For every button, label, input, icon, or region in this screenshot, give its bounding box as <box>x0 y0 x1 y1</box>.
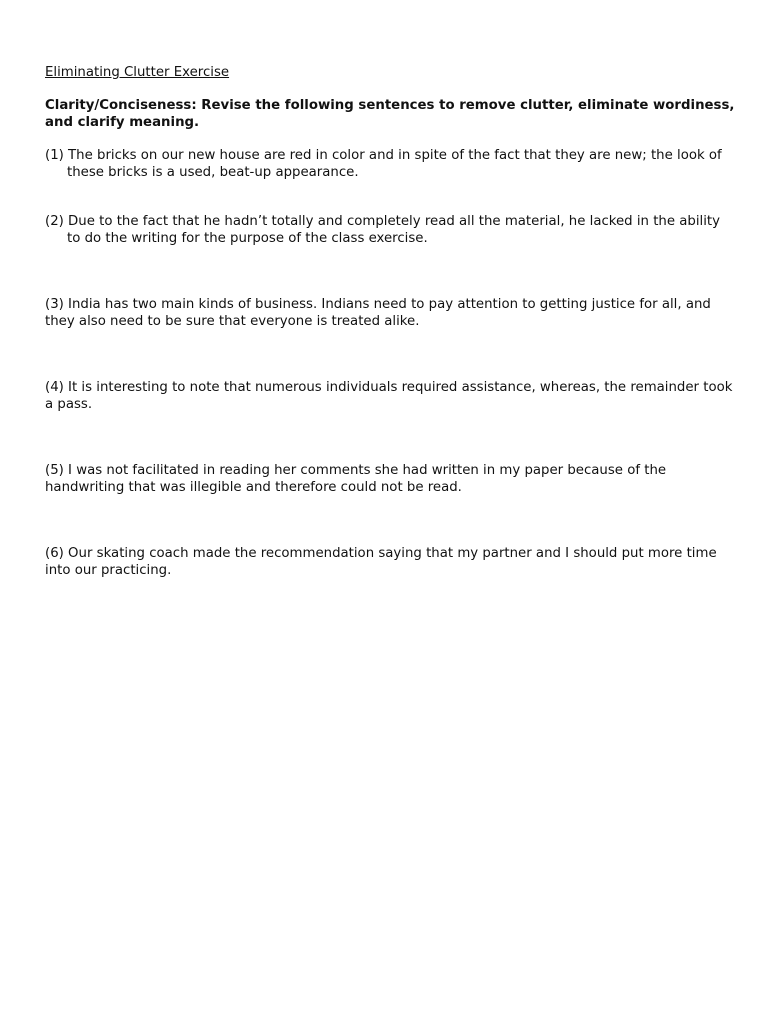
document-page <box>45 64 735 579</box>
exercise-sentence-5: (5) I was not facilitated in reading her comments she had written in my paper because of the handwriting that was illegible and therefore could not be read. <box>45 463 667 495</box>
exercise-sentence-1: (1) The bricks on our new house are red in color and in spite of the fact that they are new; the look of these bricks is a used, beat-up appearance. <box>45 148 722 180</box>
exercise-sentence-2: (2) Due to the fact that he hadn’t totally and completely read all the material, he lacked in the ability to do the writing for the purpose of the class exercise. <box>45 214 720 246</box>
exercise-sentence-6: (6) Our skating coach made the recommendation saying that my partner and I should put more time into our practicing. <box>45 546 717 578</box>
instructions: Clarity/Conciseness: Revise the following sentences to remove clutter, eliminate wordiness, and clarify meaning. <box>45 98 735 130</box>
exercise-sentence-3: (3) India has two main kinds of business. Indians need to pay attention to getting justice for all, and they also need to be sure that everyone is treated alike. <box>45 297 711 329</box>
exercise-sentence-4: (4) It is interesting to note that numerous individuals required assistance, whereas, the remainder took a pass. <box>45 380 733 412</box>
page-title: Eliminating Clutter Exercise <box>45 65 230 80</box>
